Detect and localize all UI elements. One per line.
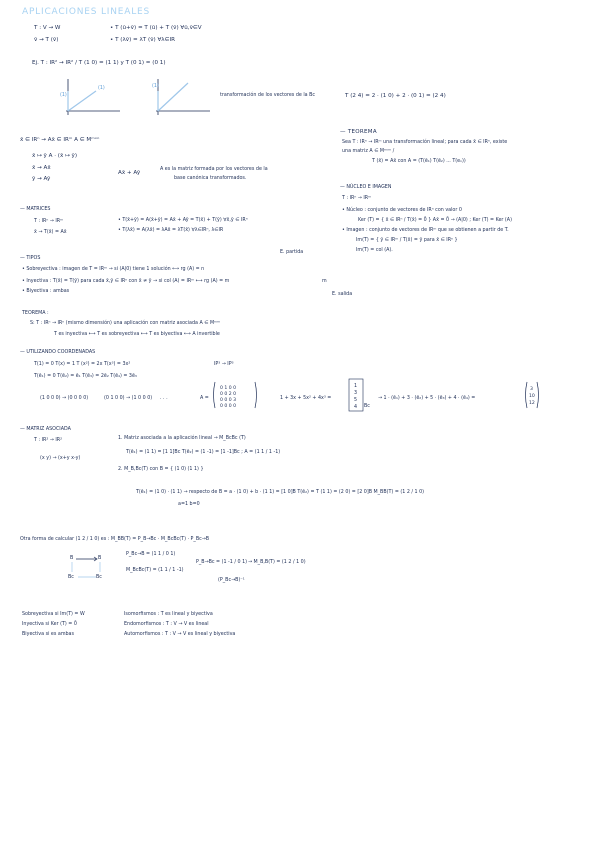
- graph-right-label: (1): [152, 84, 159, 89]
- coords-polynomial: 1 + 3x + 5x² + 4x³ =: [280, 396, 332, 401]
- coords-line-1: T(1) = 0 T(x) = 1 T (x²) = 2x T(x³) = 3x²: [34, 362, 131, 367]
- matriz-asociada-heading: — MATRIZ ASOCIADA: [20, 427, 71, 432]
- step-1-title: 1. Matriz asociada a la aplicación lineal → M_BcBc (T): [118, 436, 246, 441]
- svg-text:3: 3: [354, 391, 358, 396]
- example-combination: T (2 4) = 2 · (1 0) + 2 · (0 1) = (2 4): [345, 93, 446, 99]
- page-title: APLICACIONES LINEALES: [22, 7, 151, 17]
- footer-sobreyectiva: Sobreyectiva si Im(T) = W: [22, 612, 85, 617]
- diagram-b-top-right: B: [98, 556, 102, 561]
- diagram-b-top-left: B: [70, 556, 74, 561]
- svg-text:5: 5: [354, 398, 358, 403]
- imagen-line-1: • Imagen : conjunto de vectores de IRᵐ que se obtienen a partir de T.: [342, 228, 509, 233]
- coords-dots: . . .: [160, 396, 168, 401]
- teorema-2-line-2: T es inyectiva ⟷ T es sobreyectiva ⟷ T es biyectiva ⟷ A invertible: [54, 332, 220, 337]
- footer-isomorfismos: Isomorfismos : T es lineal y biyectiva: [124, 612, 213, 617]
- coords-heading: — UTILIZANDO COORDENADAS: [20, 350, 96, 355]
- linearity-prop-1: • T (ū+v̄) = T (ū) + T (v̄) ∀ū,v̄∈V: [110, 25, 202, 31]
- teorema-1-heading: — TEOREMA: [340, 129, 377, 135]
- matrices-heading: — MATRICES: [20, 207, 51, 212]
- example-graph-left: [58, 75, 128, 119]
- svg-text:0 0 2 0: 0 0 2 0: [220, 392, 237, 397]
- tipos-note-partida: E. partida: [280, 250, 304, 255]
- linearity-prop-2: • T (λv̄) = λT (v̄) ∀λ∈IR: [110, 37, 176, 43]
- matrix-brace: Ax̄ + Aȳ: [118, 170, 141, 176]
- nucleo-line-2: • Núcleo : conjunto de vectores de IRⁿ con valor 0: [342, 208, 462, 213]
- coords-result: → 1 · (ē₁) + 3 · (ē₂) + 5 · (ē₃) + 4 · (ē₄) =: [378, 396, 476, 401]
- svg-text:0 1 0 0: 0 1 0 0: [220, 386, 237, 391]
- footer-inyectiva: Inyectiva si Ker (T) = 0̄: [22, 622, 77, 627]
- graph-left-label-2: (1): [98, 86, 105, 91]
- matriz-asociada-line-2: (x y) → (x+y x-y): [40, 456, 81, 461]
- svg-text:0 0 0 3: 0 0 0 3: [220, 398, 237, 403]
- svg-text:3: 3: [530, 387, 533, 392]
- footer-automorfismos: Automorfismos : T : V → V es lineal y biyectiva: [124, 632, 236, 637]
- coords-space: IP³ → IP³: [214, 362, 234, 367]
- matrix-line-4: ȳ → Aȳ: [32, 176, 51, 182]
- imagen-line-2: Im(T) = { ȳ ∈ IRᵐ / T(x̄) = ȳ para x̄ ∈ IRⁿ }: [356, 238, 458, 243]
- example-graph-right: [148, 75, 218, 119]
- matriz-asociada-line-1: T : IR² → IR²: [34, 438, 63, 443]
- coords-vector-2: (0 1 0 0) → (1 0 0 0): [104, 396, 153, 401]
- graph-left-label: (1): [60, 93, 67, 98]
- teorema-2-heading: TEOREMA :: [22, 311, 49, 316]
- p-inverse: (P_Bc→B)⁻¹: [218, 578, 245, 583]
- matrix-line-3: x̄ → Ax̄: [32, 165, 51, 171]
- diagram-bc-bottom-right: Bc: [96, 575, 102, 580]
- example-caption: transformación de los vectores de la Bc: [220, 93, 316, 98]
- otra-forma-line: Otra forma de calcular (1 2 / 1 0) es : M_BB(T) = P_B→Bc · M_BcBc(T) · P_Bc→B: [20, 537, 210, 542]
- svg-text:1: 1: [354, 384, 358, 389]
- svg-text:10: 10: [529, 394, 535, 399]
- p-b-to-bc: P_B→Bc = (1 -1 / 0 1): [196, 560, 247, 565]
- coords-vector-bc: [348, 378, 364, 412]
- tipos-heading: — TIPOS: [20, 256, 41, 261]
- matrices-right-2: • T(λx̄) = A(λx̄) = λAx̄ = λT(x̄) ∀λ∈IRⁿ, λ∈IR: [118, 228, 224, 233]
- tipos-note-m: m: [322, 279, 327, 284]
- tipos-biyectiva: • Biyectiva : ambas: [22, 289, 70, 294]
- svg-text:4: 4: [354, 405, 358, 410]
- coords-line-2: T(ē₁) = 0 T(ē₂) = ē₁ T(ē₃) = 2ē₂ T(ē₄) = 3ē₃: [34, 374, 137, 379]
- footer-biyectiva: Biyectiva si es ambas: [22, 632, 74, 637]
- tipos-inyectiva: • Inyectiva : T(x̄) = T(ȳ) para cada x̄,ȳ ∈ IRⁿ con x̄ ≠ ȳ → si col (A) = IRᵐ ⟷ rg (A) = m: [22, 279, 230, 284]
- matrix-line-2: x̄ ↦ ȳ A · (x̄ ↦ ȳ): [32, 153, 78, 159]
- nucleo-line-3: Ker (T) = { x̄ ∈ IRⁿ / T(x̄) = 0̄ } Ax̄ = 0̄ → (A|0) ; Ker (T) = Ker (A): [358, 218, 512, 223]
- nucleo-line-1: T : IRⁿ → IRᵐ: [342, 196, 372, 201]
- matrices-right-1: • T(x̄+ȳ) = A(x̄+ȳ) = Ax̄ + Aȳ = T(x̄) + T(ȳ) ∀x̄,ȳ ∈ IRⁿ: [118, 218, 248, 223]
- step-1-body: T(ē₁) = (1 1) = [1 1]Bc T(ē₂) = (1 -1) = [1 -1]Bc ; A = (1 1 / 1 -1): [126, 450, 281, 455]
- diagram-bc-bottom-left: Bc: [68, 575, 74, 580]
- nucleo-heading: — NÚCLEO E IMAGEN: [340, 185, 392, 190]
- def-line-2: v̄ → T (v̄): [34, 37, 59, 43]
- teorema-1-line-3: T (x̄) = Ax̄ con A = (T(ē₁) T(ē₂) ... T(eₙ)): [372, 159, 466, 164]
- m-bb-result: → M_B,B(T) = (1 2 / 1 0): [248, 560, 306, 565]
- step-2-coefs: a=1 b=0: [178, 502, 200, 507]
- tipos-sobreyectiva: • Sobreyectiva : imagen de T = IRᵐ → si (A|0) tiene 1 solución ⟷ rg (A) = n: [22, 267, 205, 272]
- coords-matrix-label: A =: [200, 396, 209, 401]
- matrices-line-1: T : IRⁿ → IRᵐ: [34, 219, 64, 224]
- teorema-2-line-1: S: T : IRⁿ → IRⁿ (mismo dimensión) una aplicación con matriz asociada A ∈ Mⁿˣⁿ: [30, 321, 221, 326]
- coords-vector-1: (1 0 0 0) → (0 0 0 0): [40, 396, 89, 401]
- coords-matrix-A: [212, 380, 258, 410]
- step-2-body: T(ē₁) = (1 0) · (1 1) → respecto de B = a · (1 0) + b · (1 1) = [1 0]B T(ē₂) = T (1 1) = (2 0) = [2 0]B M_BB(T) = (1 2 / 1 0): [136, 490, 425, 495]
- matrix-note-1: A es la matriz formada por los vectores de la: [160, 167, 268, 172]
- example-line: Ej. T : IR² → IR² / T (1 0) = (1 1) y T (0 1) = (0 1): [32, 60, 166, 66]
- p-bc-to-b: P_Bc→B = (1 1 / 0 1): [126, 552, 176, 557]
- svg-text:0 0 0 0: 0 0 0 0: [220, 404, 237, 409]
- teorema-1-line-2: una matriz A ∈ Mᵐˣⁿ /: [342, 149, 395, 154]
- coords-bc-sub: Bc: [364, 404, 370, 409]
- imagen-line-3: Im(T) = col (A).: [356, 248, 393, 253]
- footer-endomorfismos: Endomorfismos : T : V → V es lineal: [124, 622, 209, 627]
- def-line-1: T : V → W: [34, 25, 61, 31]
- step-2-title: 2. M_B,Bc(T) con B = { (1 0) (1 1) }: [118, 467, 204, 472]
- tipos-note-salida: E. salida: [332, 292, 353, 297]
- matrix-note-2: base canónica transformados.: [174, 176, 247, 181]
- coords-result-vector: [524, 380, 540, 410]
- matrices-line-2: x̄ → T(x̄) = Ax̄: [34, 230, 67, 235]
- m-bcbc: M_BcBc(T) = (1 1 / 1 -1): [126, 568, 184, 573]
- svg-text:12: 12: [529, 401, 535, 406]
- matrix-line-1: x̄ ∈ IRⁿ → Ax̄ ∈ IRᵐ A ∈ Mᵐˣⁿ: [20, 137, 100, 143]
- teorema-1-line-1: Sea T : IRⁿ → IRᵐ una transformación lineal; para cada x̄ ∈ IRⁿ, existe: [342, 140, 508, 145]
